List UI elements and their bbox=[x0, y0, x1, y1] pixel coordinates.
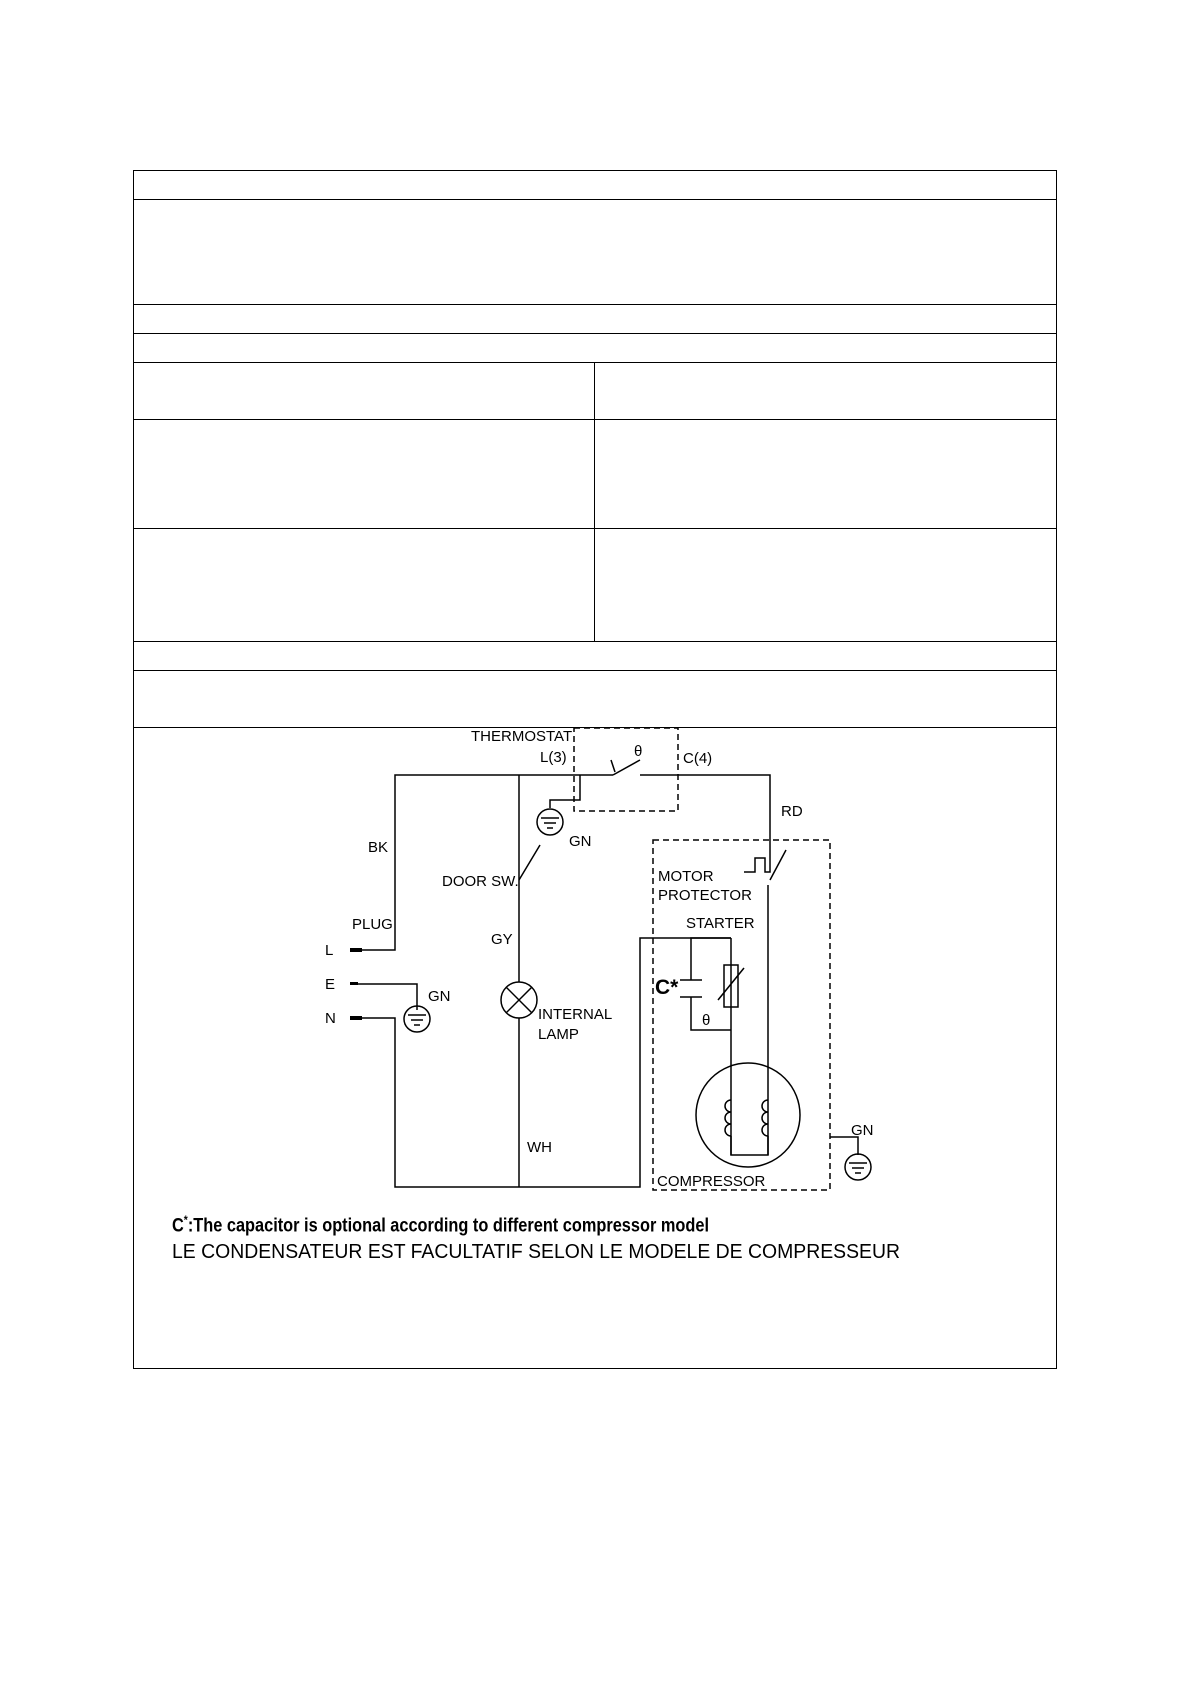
plug-pin-n bbox=[350, 1016, 362, 1020]
internal-label: INTERNAL bbox=[538, 1006, 613, 1023]
plug-l-label: L bbox=[325, 942, 334, 959]
thermostat-label: THERMOSTAT bbox=[471, 728, 573, 745]
ground-icon bbox=[845, 1154, 871, 1180]
capacitor-footnote-english bbox=[172, 1213, 709, 1237]
gy-label: GY bbox=[491, 931, 513, 948]
wire-rd bbox=[640, 775, 770, 865]
protector-label: PROTECTOR bbox=[658, 887, 752, 904]
thermostat-theta-label: θ bbox=[634, 743, 643, 760]
common-winding-wire bbox=[731, 1136, 768, 1155]
thermostat-l-label: L(3) bbox=[540, 749, 567, 766]
door-switch-contact bbox=[519, 845, 540, 880]
bk-label: BK bbox=[368, 839, 389, 856]
motor-label: MOTOR bbox=[658, 868, 714, 885]
wh-label: WH bbox=[527, 1139, 552, 1156]
footnote-c: C bbox=[172, 1215, 184, 1237]
plug-e-label: E bbox=[325, 976, 336, 993]
compressor-motor bbox=[696, 1063, 800, 1167]
wire-earth bbox=[350, 984, 417, 1010]
run-winding-coil bbox=[762, 1100, 768, 1136]
rd-label: RD bbox=[781, 803, 803, 820]
footnote-star: * bbox=[183, 1213, 188, 1227]
capacitor-wire-top bbox=[691, 938, 731, 980]
gn-label-plug: GN bbox=[428, 988, 451, 1005]
thermostat-tick bbox=[611, 760, 615, 772]
ground-icon bbox=[537, 809, 563, 835]
gn-label-compressor: GN bbox=[851, 1122, 874, 1139]
gn-label-thermostat: GN bbox=[569, 833, 592, 850]
capacitor-label: C* bbox=[655, 976, 679, 999]
starter-label: STARTER bbox=[686, 915, 755, 932]
plug-pin-l bbox=[350, 948, 362, 952]
start-winding-coil bbox=[725, 1100, 731, 1136]
compressor-ground-wire bbox=[830, 1137, 858, 1155]
motor-protector-contact bbox=[770, 850, 786, 880]
footnote-english-text: :The capacitor is optional according to different compressor model bbox=[187, 1215, 709, 1237]
starter-theta-label: θ bbox=[702, 1012, 711, 1029]
capacitor-footnote-french: LE CONDENSATEUR EST FACULTATIF SELON LE MODELE DE COMPRESSEUR bbox=[172, 1241, 901, 1263]
plug-pin-e bbox=[350, 982, 358, 985]
thermostat-contact bbox=[613, 760, 640, 775]
plug-label: PLUG bbox=[352, 916, 393, 933]
thermostat-box bbox=[574, 728, 678, 811]
compressor-label: COMPRESSOR bbox=[657, 1173, 766, 1190]
capacitor-wire-bottom bbox=[691, 997, 731, 1030]
motor-protector-bimetal bbox=[744, 858, 770, 872]
thermostat-ground-wire bbox=[550, 775, 580, 808]
thermostat-c-label: C(4) bbox=[683, 750, 713, 767]
door-switch-label: DOOR SW. bbox=[442, 873, 519, 890]
plug-n-label: N bbox=[325, 1010, 336, 1027]
lamp-label: LAMP bbox=[538, 1026, 579, 1043]
